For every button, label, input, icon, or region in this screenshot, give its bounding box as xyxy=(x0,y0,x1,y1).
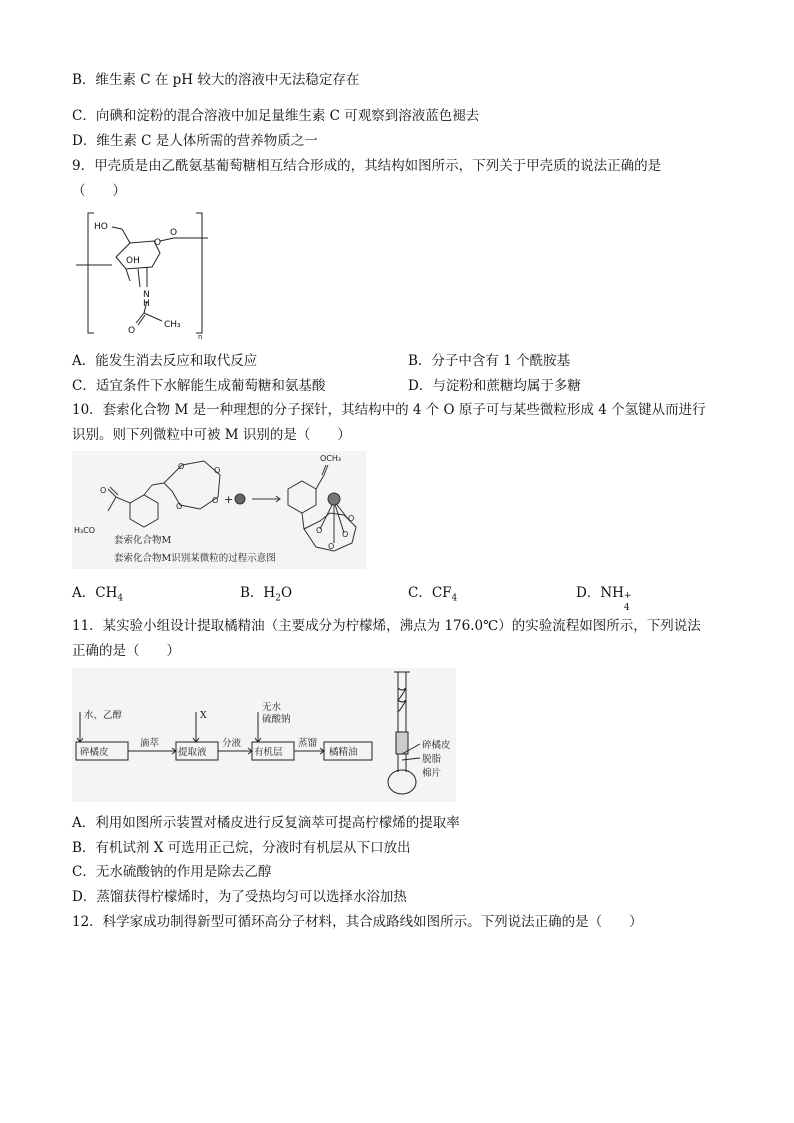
q9-stem: 9．甲壳质是由乙酰氨基葡萄糖相互结合形成的，其结构如图所示，下列关于甲壳质的说法正确的是 xyxy=(72,158,662,174)
q11-option-a: A．利用如图所示装置对橘皮进行反复滴萃可提高柠檬烯的提取率 xyxy=(72,815,460,831)
nitrogen-label: N xyxy=(143,290,150,300)
q11-stem-line2: 正确的是（ ） xyxy=(72,643,180,659)
extraction-flow-figure xyxy=(72,668,456,802)
q11-option-b: B．有机试剂 X 可选用正己烷，分液时有机层从下口放出 xyxy=(72,840,411,856)
input-water-ethanol: 水、乙醇 xyxy=(84,710,123,721)
och3-left-label: H₃CO xyxy=(74,526,96,535)
figure-caption: 套索化合物M识别某微粒的过程示意图 xyxy=(114,553,276,564)
q10-option-c: C．$CF_4$ xyxy=(408,585,458,604)
oh-label: OH xyxy=(126,256,140,266)
och3-right-label: OCH₃ xyxy=(320,454,342,463)
q8-option-c: C．向碘和淀粉的混合溶液中加足量维生素 C 可观察到溶液蓝色褪去 xyxy=(72,108,480,124)
crown-o1: O xyxy=(178,462,185,471)
apparatus-degreased-label: 脱脂 xyxy=(422,754,442,765)
q11-option-c: C．无水硫酸钠的作用是除去乙醇 xyxy=(72,864,272,880)
lasso-compound-figure xyxy=(72,451,366,569)
q9-option-a: A．能发生消去反应和取代反应 xyxy=(72,353,258,369)
q9-answer-paren: （ ） xyxy=(72,183,126,199)
plus-sign: + xyxy=(224,493,234,506)
input-x: X xyxy=(200,710,207,721)
crown-o3: O xyxy=(212,496,219,505)
q8-option-b: B．维生素 C 在 pH 较大的溶液中无法稳定存在 xyxy=(72,72,360,88)
q10-option-d: D．NH + 4 xyxy=(576,585,632,613)
crown-right-o4: O xyxy=(348,514,355,523)
box-extract: 提取液 xyxy=(178,747,207,758)
q10-option-b: B．$H_2O$ xyxy=(240,585,293,604)
crown-right-o1: O xyxy=(316,526,323,535)
q9-option-d: D．与淀粉和蔗糖均属于多糖 xyxy=(408,378,581,394)
box-crushed-peel: 碎橘皮 xyxy=(80,747,109,758)
q9-option-c: C．适宜条件下水解能生成葡萄糖和氨基酸 xyxy=(72,378,326,394)
input-sodium-sulfate: 硫酸钠 xyxy=(262,714,291,725)
q10-stem-line1: 10．套索化合物 M 是一种理想的分子探针，其结构中的 4 个 O 原子可与某些微粒形成 4 个氢键从而进行 xyxy=(72,402,706,418)
crown-right-o3: O xyxy=(328,542,335,551)
link-oxygen-label: O xyxy=(170,228,178,238)
q11-option-d: D．蒸馏获得柠檬烯时，为了受热均匀可以选择水浴加热 xyxy=(72,889,407,905)
ring-oxygen-label: O xyxy=(154,238,162,248)
q12-stem: 12．科学家成功制得新型可循环高分子材料，其合成路线如图所示。下列说法正确的是（ ） xyxy=(72,914,643,930)
nh-hydrogen-label: H xyxy=(143,299,150,309)
step-separation: 分液 xyxy=(222,738,242,749)
q11-stem-line1: 11．某实验小组设计提取橘精油（主要成分为柠檬烯，沸点为 176.0℃）的实验流程如图所示，下列说法 xyxy=(72,618,701,634)
step-distillation: 蒸馏 xyxy=(298,738,318,749)
crown-o2: O xyxy=(214,466,221,475)
chitin-structure-figure xyxy=(72,205,212,341)
carbonyl-oxygen-label: O xyxy=(128,326,136,336)
step-extraction: 滴萃 xyxy=(140,738,160,749)
apparatus-peel-label: 碎橘皮 xyxy=(422,740,451,751)
repeat-n-label: n xyxy=(198,333,203,341)
q10-stem-line2: 识别。则下列微粒中可被 M 识别的是（ ） xyxy=(72,427,351,443)
crown-right-o2: O xyxy=(342,530,349,539)
q8-option-d: D．维生素 C 是人体所需的营养物质之一 xyxy=(72,133,318,149)
apparatus-cotton-label: 棉片 xyxy=(422,768,442,779)
crown-o4: O xyxy=(176,502,183,511)
input-anhydrous: 无水 xyxy=(262,702,282,713)
q9-option-b: B．分子中含有 1 个酰胺基 xyxy=(408,353,571,369)
compound-m-label: 套索化合物M xyxy=(114,535,172,546)
carbonyl-o-left: O xyxy=(100,486,107,495)
ho-label: HO xyxy=(94,222,108,232)
box-essential-oil: 橘精油 xyxy=(329,747,358,758)
methyl-label: CH₃ xyxy=(164,320,181,330)
box-organic-layer: 有机层 xyxy=(254,747,283,758)
q10-option-a: A．$CH_4$ xyxy=(72,585,124,604)
